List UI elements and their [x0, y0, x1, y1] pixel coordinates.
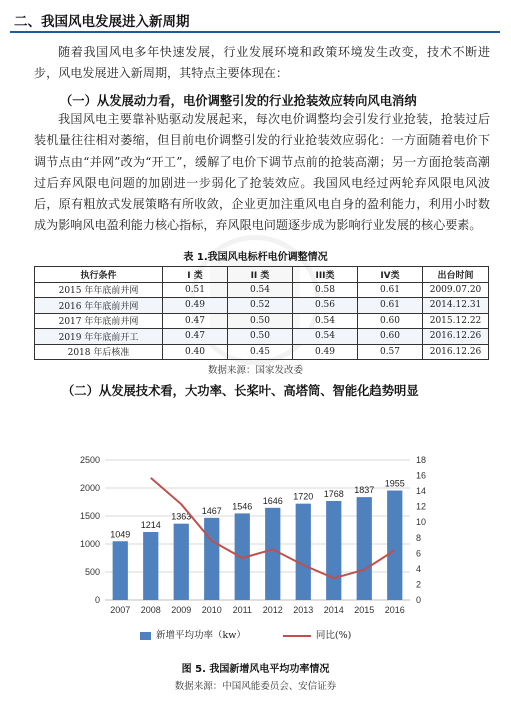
bar — [204, 518, 219, 600]
bar — [357, 497, 372, 600]
x-tick: 2015 — [354, 605, 375, 615]
header-cell: 出台时间 — [423, 267, 489, 283]
table-cell: 2015 年年底前并网 — [35, 282, 163, 298]
y-tick-left: 1000 — [79, 539, 100, 549]
y-tick-left: 1500 — [79, 511, 100, 521]
legend-label-line: 同比(%) — [315, 630, 352, 641]
x-tick: 2010 — [201, 605, 222, 615]
y-tick-left: 2000 — [79, 483, 100, 493]
section-title-rule — [10, 31, 500, 33]
table-cell: 0.60 — [358, 329, 423, 345]
table-cell: 0.49 — [163, 298, 228, 314]
y-tick-left: 0 — [94, 595, 100, 605]
bar — [387, 491, 402, 600]
table-cell: 0.52 — [228, 298, 293, 314]
legend-item-bar — [140, 627, 246, 641]
table-cell: 0.54 — [293, 313, 358, 329]
table-cell: 0.61 — [358, 282, 423, 298]
table-cell: 2018 年后核准 — [35, 344, 163, 360]
header-cell: II 类 — [228, 267, 293, 283]
y-tick-right: 6 — [416, 548, 422, 559]
table-cell: 2014.12.31 — [423, 298, 489, 314]
bar — [326, 501, 341, 600]
table-source: 数据来源：国家发改委 — [207, 365, 303, 376]
x-tick: 2014 — [323, 605, 344, 615]
legend-item-line — [283, 627, 351, 641]
table-cell: 2016.12.26 — [423, 344, 489, 360]
tariff-table — [34, 266, 489, 360]
data-label: 1049 — [110, 529, 131, 540]
y-tick-right: 8 — [416, 532, 422, 543]
table-row — [35, 329, 489, 345]
header-cell: III类 — [293, 267, 358, 283]
x-tick: 2008 — [140, 605, 161, 615]
header-cell: 执行条件 — [35, 267, 163, 283]
section-title: 二、我国风电发展进入新周期 — [14, 14, 190, 30]
y-tick-right: 2 — [416, 579, 422, 590]
table-cell: 0.50 — [228, 329, 293, 345]
table-cell: 0.50 — [228, 313, 293, 329]
table-caption: 表 1.我国风电标杆电价调整情况 — [183, 252, 328, 263]
y-tick-right: 16 — [416, 470, 427, 481]
chart-legend — [140, 627, 351, 641]
table-cell: 0.57 — [358, 344, 423, 360]
header-cell: IV类 — [358, 267, 423, 283]
y-tick-right: 18 — [416, 455, 427, 465]
table-cell: 2016.12.26 — [423, 329, 489, 345]
table-cell: 0.51 — [163, 282, 228, 298]
figure-source: 数据来源：中国风能委员会、安信证券 — [174, 681, 337, 692]
x-tick: 2013 — [293, 605, 314, 615]
y-tick-right: 10 — [416, 517, 427, 528]
table-cell: 0.54 — [228, 282, 293, 298]
table-cell: 0.45 — [228, 344, 293, 360]
table-cell: 0.49 — [293, 344, 358, 360]
table-cell: 2019 年年底前开工 — [35, 329, 163, 345]
bar — [296, 504, 311, 600]
table-row — [35, 298, 489, 314]
data-label: 1214 — [140, 520, 161, 531]
table-cell: 2009.07.20 — [423, 282, 489, 298]
data-label: 1363 — [171, 511, 192, 522]
intro-paragraph: 随着我国风电多年快速发展，行业发展环境和政策环境发生改变，技术不断进步，风电发展进入新周期，其特点主要体现在： — [34, 45, 490, 81]
subheading-dynamics: （一）从发展动力看，电价调整引发的行业抢装效应转向风电消纳 — [60, 94, 417, 108]
x-tick: 2011 — [232, 605, 252, 615]
bar — [174, 524, 189, 600]
x-tick: 2007 — [110, 605, 131, 615]
table-cell: 0.40 — [163, 344, 228, 360]
data-label: 1646 — [262, 495, 283, 506]
figure-caption: 图 5. 我国新增风电平均功率情况 — [181, 664, 330, 675]
legend-swatch-bar — [140, 632, 151, 640]
legend-swatch-line — [283, 635, 311, 637]
table-row — [35, 313, 489, 329]
table-cell: 0.47 — [163, 329, 228, 345]
x-tick: 2016 — [384, 605, 405, 615]
table-cell: 0.56 — [293, 298, 358, 314]
y-tick-left: 500 — [84, 567, 100, 577]
table-row — [35, 344, 489, 360]
bar — [113, 541, 128, 600]
y-tick-right: 4 — [416, 563, 422, 574]
table-cell: 0.54 — [293, 329, 358, 345]
table-cell: 0.60 — [358, 313, 423, 329]
bar — [265, 508, 280, 600]
y-tick-right: 14 — [416, 486, 427, 497]
table-row — [35, 282, 489, 298]
table-cell: 0.61 — [358, 298, 423, 314]
legend-label-bar: 新增平均功率（kw） — [156, 630, 246, 641]
table-header-row — [35, 267, 489, 283]
data-label: 1955 — [384, 478, 405, 489]
table-cell: 2017 年年底前并网 — [35, 313, 163, 329]
table-cell: 0.47 — [163, 313, 228, 329]
dynamics-paragraph: 我国风电主要靠补贴驱动发展起来，每次电价调整均会引发行业抢装，抢装过后装机量往往相对萎缩，但目前电价调整引发的行业抢装效应弱化：一方面随着电价下调节点由“并网”改为“开工”，缓解了电价下调节点前的抢装高潮；另一方面抢装高潮过后弃风限电问题的加剧进一步弱化了抢装效应。我国风电经过两轮弃风限电风波后，原有粗放式发展策略有所收敛，企业更加注重风电自身的盈利能力，利用小时数成为影响风电盈利能力核心指标，弃风限电问题逐步成为影响行业发展的核心要素。 — [34, 112, 490, 233]
x-tick: 2009 — [171, 605, 192, 615]
subheading-technology: （二）从发展技术看，大功率、长桨叶、高塔筒、智能化趋势明显 — [62, 384, 419, 398]
table-cell: 0.58 — [293, 282, 358, 298]
y-tick-left: 2500 — [79, 455, 100, 465]
table-cell: 2016 年年底前并网 — [35, 298, 163, 314]
data-label: 1546 — [232, 501, 253, 512]
header-cell: I 类 — [163, 267, 228, 283]
data-label: 1467 — [201, 505, 222, 516]
bar — [143, 532, 158, 600]
power-chart — [60, 454, 450, 618]
y-tick-right: 0 — [416, 595, 422, 605]
x-tick: 2012 — [262, 605, 283, 615]
data-label: 1837 — [354, 485, 375, 496]
data-label: 1720 — [293, 491, 314, 502]
data-label: 1768 — [323, 488, 344, 499]
table-cell: 2015.12.22 — [423, 313, 489, 329]
y-tick-right: 12 — [416, 501, 427, 512]
